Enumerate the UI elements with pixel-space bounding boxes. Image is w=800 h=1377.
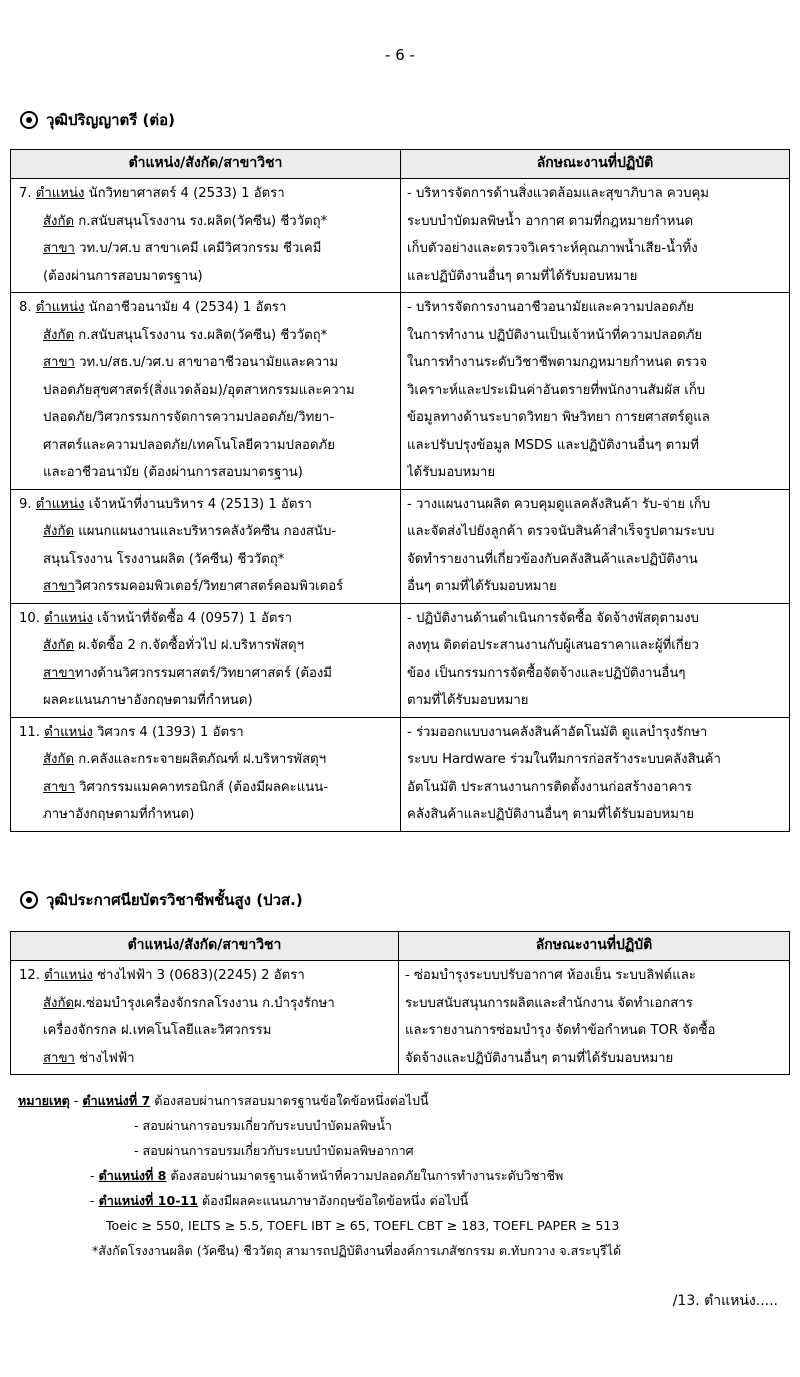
item-number: 8. <box>19 300 36 315</box>
note-7-text: ต้องสอบผ่านการสอบมาตรฐานข้อใดข้อหนึ่งต่อไปนี้ <box>150 1093 429 1108</box>
field-label: สังกัด <box>43 213 75 229</box>
duty-line: อัตโนมัติ ประสานงานการติดตั้งงานก่อสร้างอาคาร <box>407 779 692 795</box>
field-value: วิศวกรรมแมคคาทรอนิกส์ (ต้องมีผลคะแนน- <box>74 779 329 795</box>
note-position-7: หมายเหตุ - ตำแหน่งที่ 7 ต้องสอบผ่านการสอบมาตรฐานข้อใดข้อหนึ่งต่อไปนี้ <box>18 1093 429 1108</box>
field-value: ผ.จัดซื้อ 2 ก.จัดซื้อทั่วไป ฝ.บริหารพัสดุฯ <box>74 638 304 653</box>
position-line <box>19 459 394 487</box>
duty-line: - ปฏิบัติงานด้านดำเนินการจัดซื้อ จัดจ้างพัสดุตามงบ <box>407 610 699 626</box>
duty-line: คลังสินค้าและปฏิบัติงานอื่นๆ ตามที่ได้รับมอบหมาย <box>407 807 695 822</box>
field-value: ก.สนับสนุนโรงงาน รง.ผลิต(วัคซีน) ชีววัตถุ* <box>74 327 328 343</box>
field-value: ก.สนับสนุนโรงงาน รง.ผลิต(วัคซีน) ชีววัตถุ* <box>74 213 328 229</box>
position-line <box>19 774 394 802</box>
position-line <box>19 962 392 990</box>
field-label: สังกัด <box>43 752 75 767</box>
section-title: วุฒิประกาศนียบัตรวิชาชีพชั้นสูง (ปวส.) <box>46 891 303 909</box>
note-position-8: - ตำแหน่งที่ 8 ต้องสอบผ่านมาตรฐานเจ้าหน้าที่ความปลอดภัยในการทำงานระดับวิชาชีพ <box>90 1168 564 1183</box>
radio-bullet-icon <box>20 891 38 909</box>
table-row <box>11 293 790 490</box>
position-line <box>19 990 392 1018</box>
position-line <box>19 1045 392 1073</box>
item-number: 9. <box>19 496 36 512</box>
field-label: สังกัด <box>43 638 75 653</box>
note-8-text: ต้องสอบผ่านมาตรฐานเจ้าหน้าที่ความปลอดภัยในการทำงานระดับวิชาชีพ <box>166 1168 564 1183</box>
duty-line: - วางแผนงานผลิต ควบคุมดูแลคลังสินค้า รับ-จ่าย เก็บ <box>407 496 711 512</box>
item-number: 10. <box>19 610 45 626</box>
note-10-text: ต้องมีผลคะแนนภาษาอังกฤษข้อใดข้อหนึ่ง ต่อไปนี้ <box>197 1193 469 1208</box>
duty-line: และจัดส่งไปยังลูกค้า ตรวจนับสินค้าสำเร็จรูปตามระบบ <box>407 524 715 539</box>
duties-cell <box>401 717 790 831</box>
duty-line: ตามที่ได้รับมอบหมาย <box>407 693 529 708</box>
position-line <box>19 322 394 350</box>
field-value: ปลอดภัยสุขศาสตร์(สิ่งแวดล้อม)/อุตสาหกรรมและความ <box>43 382 355 398</box>
duty-line: - บริหารจัดการด้านสิ่งแวดล้อมและสุขาภิบาล ควบคุม <box>407 186 709 201</box>
duties-cell <box>401 293 790 490</box>
duty-line: วิเคราะห์และประเมินค่าอันตรายที่พนักงานสัมผัส เก็บ <box>407 382 706 398</box>
note-7-item: - สอบผ่านการอบรมเกี่ยวกับระบบบำบัดมลพิษน้ำ <box>134 1118 392 1133</box>
field-label: สาขา <box>43 779 75 795</box>
field-value: ช่างไฟฟ้า <box>74 1050 135 1066</box>
field-value: (ต้องผ่านการสอบมาตรฐาน) <box>43 268 203 284</box>
page-number: - 6 - <box>385 46 415 64</box>
field-value: ภาษาอังกฤษตามที่กำหนด) <box>43 807 195 822</box>
table-row <box>11 179 790 293</box>
field-label: ตำแหน่ง <box>44 610 93 626</box>
duty-line: ในการทำงาน ปฏิบัติงานเป็นเจ้าหน้าที่ความปลอดภัย <box>407 327 703 343</box>
note-7-item: - สอบผ่านการอบรมเกี่ยวกับระบบบำบัดมลพิษอากาศ <box>134 1143 414 1158</box>
field-label: ตำแหน่ง <box>35 496 85 512</box>
field-value: วิศวกร 4 (1393) 1 อัตรา <box>92 724 244 740</box>
field-label: สังกัด <box>43 995 75 1011</box>
position-line <box>19 432 394 460</box>
note-position-10-11: - ตำแหน่งที่ 10-11 ต้องมีผลคะแนนภาษาอังกฤษข้อใดข้อหนึ่ง ต่อไปนี้ <box>90 1193 469 1208</box>
duty-line: เก็บตัวอย่างและตรวจวิเคราะห์คุณภาพน้ำเสีย-น้ำทิ้ง <box>407 241 698 256</box>
field-value: ผลคะแนนภาษาอังกฤษตามที่กำหนด) <box>43 693 253 708</box>
position-line <box>19 687 394 715</box>
column-header-position: ตำแหน่ง/สังกัด/สาขาวิชา <box>11 932 399 961</box>
duty-line: - บริหารจัดการงานอาชีวอนามัยและความปลอดภัย <box>407 300 694 315</box>
duty-line: และรายงานการซ่อมบำรุง จัดทำข้อกำหนด TOR จัดซื้อ <box>405 1023 716 1038</box>
position-cell <box>11 489 401 603</box>
position-line <box>19 573 394 601</box>
field-label: สาขา <box>43 241 75 256</box>
table-row <box>11 961 790 1075</box>
position-line <box>19 719 394 747</box>
field-label: ตำแหน่ง <box>35 186 85 201</box>
position-line <box>19 404 394 432</box>
field-label: ตำแหน่ง <box>44 724 93 740</box>
position-line <box>19 180 394 208</box>
note-7-head: ตำแหน่งที่ 7 <box>82 1093 151 1108</box>
column-header-duties: ลักษณะงานที่ปฏิบัติ <box>399 932 790 961</box>
duty-line: ข้อง เป็นกรรมการจัดซื้อจัดจ้างและปฏิบัติงานอื่นๆ <box>407 665 686 681</box>
position-cell <box>11 603 401 717</box>
field-label: สังกัด <box>43 327 75 343</box>
table-row <box>11 717 790 831</box>
field-value: และอาชีวอนามัย (ต้องผ่านการสอบมาตรฐาน) <box>43 465 303 480</box>
field-value: ศาสตร์และความปลอดภัย/เทคโนโลยีความปลอดภัย <box>43 437 335 453</box>
field-value: ปลอดภัย/วิศวกรรมการจัดการความปลอดภัย/วิทยา- <box>43 410 335 425</box>
duty-line: ระบบบำบัดมลพิษน้ำ อากาศ ตามที่กฎหมายกำหนด <box>407 213 694 229</box>
notes-block <box>18 1088 621 1263</box>
field-value: แผนกแผนงานและบริหารคลังวัคซีน กองสนับ- <box>74 524 337 539</box>
position-line <box>19 1017 392 1045</box>
item-number: 7. <box>19 186 36 201</box>
duty-line: ระบบ Hardware ร่วมในทีมการก่อสร้างระบบคลังสินค้า <box>407 752 721 767</box>
column-header-position: ตำแหน่ง/สังกัด/สาขาวิชา <box>11 150 401 179</box>
table-row <box>11 489 790 603</box>
field-value: วท.บ/สธ.บ/วศ.บ สาขาอาชีวอนามัยและความ <box>74 355 339 370</box>
notes-label: หมายเหตุ <box>18 1093 70 1108</box>
radio-bullet-icon <box>20 111 38 129</box>
section-heading-bachelor <box>20 108 175 132</box>
position-line <box>19 263 394 291</box>
duties-cell <box>401 179 790 293</box>
duty-line: และปรับปรุงข้อมูล MSDS และปฏิบัติงานอื่นๆ ตามที่ <box>407 437 699 453</box>
position-line <box>19 605 394 633</box>
position-line <box>19 208 394 236</box>
field-value: วท.บ/วศ.บ สาขาเคมี เคมีวิศวกรรม ชีวเคมี <box>74 241 322 256</box>
position-line <box>19 746 394 774</box>
position-line <box>19 518 394 546</box>
section-title: วุฒิปริญญาตรี (ต่อ) <box>46 111 176 129</box>
positions-table-bachelor <box>10 149 790 832</box>
field-value: วิศวกรรมคอมพิวเตอร์/วิทยาศาสตร์คอมพิวเตอร์ <box>74 579 344 594</box>
field-label: สาขา <box>43 665 75 681</box>
duty-line: ลงทุน ติดต่อประสานงานกับผู้เสนอราคาและผู้ที่เกี่ยว <box>407 638 699 653</box>
position-line <box>19 349 394 377</box>
field-label: สาขา <box>43 1050 75 1066</box>
duty-line: ข้อมูลทางด้านระบาดวิทยา พิษวิทยา การยศาสตร์ดูแล <box>407 410 710 425</box>
field-value: นักอาชีวอนามัย 4 (2534) 1 อัตรา <box>84 300 287 315</box>
field-label: ตำแหน่ง <box>35 300 85 315</box>
field-value: ช่างไฟฟ้า 3 (0683)(2245) 2 อัตรา <box>92 968 305 983</box>
position-line <box>19 377 394 405</box>
position-line <box>19 294 394 322</box>
duty-line: จัดจ้างและปฏิบัติงานอื่นๆ ตามที่ได้รับมอบหมาย <box>405 1050 674 1066</box>
position-line <box>19 660 394 688</box>
table-row <box>11 603 790 717</box>
field-label: สังกัด <box>43 524 75 539</box>
duty-line: และปฏิบัติงานอื่นๆ ตามที่ได้รับมอบหมาย <box>407 268 638 284</box>
note-8-head: ตำแหน่งที่ 8 <box>98 1168 167 1183</box>
position-cell <box>11 293 401 490</box>
position-cell <box>11 179 401 293</box>
field-value: ก.คลังและกระจายผลิตภัณฑ์ ฝ.บริหารพัสดุฯ <box>74 752 327 767</box>
duty-line: ได้รับมอบหมาย <box>407 465 496 480</box>
duties-cell <box>401 489 790 603</box>
duty-line: อื่นๆ ตามที่ได้รับมอบหมาย <box>407 579 557 594</box>
field-value: นักวิทยาศาสตร์ 4 (2533) 1 อัตรา <box>84 186 285 201</box>
duty-line: ในการทำงานระดับวิชาชีพตามกฎหมายกำหนด ตรวจ <box>407 355 708 370</box>
section-heading-diploma <box>20 888 303 912</box>
english-score-requirements: Toeic ≥ 550, IELTS ≥ 5.5, TOEFL IBT ≥ 65, TOEFL CBT ≥ 183, TOEFL PAPER ≥ 513 <box>106 1218 620 1233</box>
position-line <box>19 491 394 519</box>
position-line <box>19 632 394 660</box>
position-line <box>19 235 394 263</box>
item-number: 12. <box>19 968 45 983</box>
column-header-duties: ลักษณะงานที่ปฏิบัติ <box>401 150 790 179</box>
position-cell <box>11 717 401 831</box>
field-label: สาขา <box>43 355 75 370</box>
field-value: สนุนโรงงาน โรงงานผลิต (วัคซีน) ชีววัตถุ* <box>43 551 285 567</box>
field-value: เครื่องจักรกล ฝ.เทคโนโลยีและวิศวกรรม <box>43 1023 272 1038</box>
positions-table-diploma <box>10 931 790 1075</box>
field-value: ทางด้านวิศวกรรมศาสตร์/วิทยาศาสตร์ (ต้องมี <box>74 665 332 681</box>
position-line <box>19 801 394 829</box>
field-value: ผ.ซ่อมบำรุงเครื่องจักรกลโรงงาน ก.บำรุงรักษา <box>74 995 335 1011</box>
duties-cell <box>399 961 790 1075</box>
continued-marker: /13. ตำแหน่ง..... <box>672 1293 778 1309</box>
duty-line: จัดทำรายงานที่เกี่ยวข้องกับคลังสินค้าและปฏิบัติงาน <box>407 551 698 567</box>
note-10-head: ตำแหน่งที่ 10-11 <box>98 1193 198 1208</box>
field-value: เจ้าหน้าที่จัดซื้อ 4 (0957) 1 อัตรา <box>92 610 292 626</box>
duty-line: - ซ่อมบำรุงระบบปรับอากาศ ห้องเย็น ระบบลิฟต์และ <box>405 968 696 983</box>
field-value: เจ้าหน้าที่งานบริหาร 4 (2513) 1 อัตรา <box>84 496 312 512</box>
item-number: 11. <box>19 724 45 740</box>
field-label: สาขา <box>43 579 75 594</box>
position-cell <box>11 961 399 1075</box>
duty-line: - ร่วมออกแบบงานคลังสินค้าอัตโนมัติ ดูแลบำรุงรักษา <box>407 724 708 740</box>
position-line <box>19 546 394 574</box>
duty-line: ระบบสนับสนุนการผลิตและสำนักงาน จัดทำเอกสาร <box>405 995 693 1011</box>
duties-cell <box>401 603 790 717</box>
field-label: ตำแหน่ง <box>44 968 93 983</box>
footnote: *สังกัดโรงงานผลิต (วัคซีน) ชีววัตถุ สามารถปฏิบัติงานที่องค์การเภสัชกรรม ต.ทับกวาง จ.สระบุรีได้ <box>92 1243 622 1258</box>
